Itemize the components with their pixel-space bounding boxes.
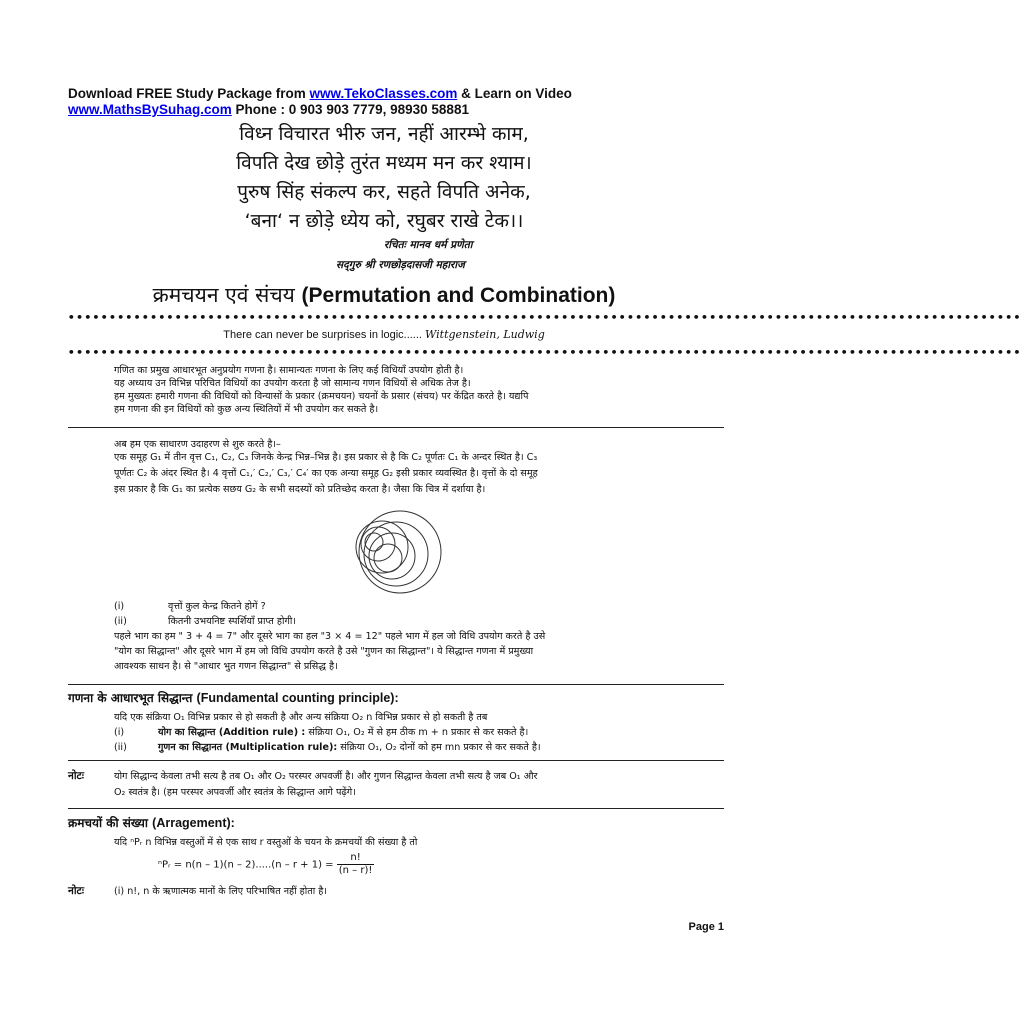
- poem-line: ‘बना‘ न छोड़े ध्येय को, रघुबर राखे टेक।।: [244, 210, 524, 232]
- example-line: एक समूह G₁ में तीन वृत्त C₁, C₂, C₃ जिनके केन्द्र भिन्न–भिन्न है। इस प्रकार से है कि C₂ पूर्णतः C₁ के अन्दर स्थित है। C₃: [114, 452, 538, 463]
- intro-line: हम गणना की इन विधियों को कुछ अन्य स्थितियों में भी उपयोग कर सकते है।: [114, 404, 379, 415]
- question-number: (i): [114, 601, 125, 612]
- heading-english: (Fundamental counting principle):: [196, 691, 399, 705]
- poem-line: विध्न विचारत भीरु जन, नहीं आरम्भे काम,: [239, 123, 529, 145]
- heading-english: (Arragement):: [152, 816, 235, 830]
- circle-outline: [364, 522, 428, 586]
- intro-line: हम मुख्यतः हमारी गणना की विधियों को विन्यासों के प्रकार (क्रमचयन) चयनों के प्रसार (संचय) पर केंद्रित करते है। यद्यपि: [114, 391, 529, 402]
- dotted-divider: ••••••••••••••••••••••••••••••••••••••••••••••••••••••••••••••••••••••••••••••••••••••••••••••••••••••••••••••••••••: [68, 346, 1022, 359]
- poem-line: पुरुष सिंह संकल्प कर, सहते विपति अनेक,: [237, 181, 531, 203]
- heading-hindi: गणना के आधारभूत सिद्धान्त: [68, 691, 193, 705]
- section-rule: [68, 427, 724, 428]
- circles-figure: [340, 509, 460, 595]
- credit-author: रचितः मानव धर्म प्रणेता: [384, 239, 473, 251]
- permutation-formula: [158, 852, 374, 879]
- fundamental-intro: यदि एक संक्रिया O₁ विभिन्न प्रकार से हो सकती है और अन्य संक्रिया O₂ n विभिन्न प्रकार से हो सकती है तब: [114, 712, 488, 723]
- note-line: (i) n!, n के ऋणात्मक मानों के लिए परिभाषित नहीं होता है।: [114, 886, 327, 897]
- arrangement-heading: [68, 815, 235, 831]
- formula-lhs: ⁿPᵣ = n(n – 1)(n – 2).....(n – r + 1) =: [158, 859, 334, 871]
- quote-text: There can never be surprises in logic......: [223, 329, 422, 341]
- intro-line: गणित का प्रमुख आधारभूत अनुप्रयोग गणना है। सामान्यतः गणना के लिए कई विधियाँ उपयोग होती है।: [114, 365, 464, 376]
- rule-number: (i): [114, 727, 125, 738]
- page-number: Page 1: [688, 921, 724, 933]
- chapter-title: [0, 281, 768, 310]
- note-label: नोटः: [68, 770, 84, 782]
- poem-line: विपति देख छोड़े तुरंत मध्यम मन कर श्याम।: [236, 152, 532, 174]
- example-line: पूर्णतः C₂ के अंदर स्थित है। 4 वृत्तों C₁,′ C₂,′ C₃,′ C₄′ का एक अन्या समूह G₂ इसी प्रकार व्यवस्थित है। वृत्तों के दो समूह: [114, 468, 538, 479]
- heading-hindi: क्रमचयों की संख्या: [68, 816, 148, 830]
- intro-line: यह अध्याय उन विभिन्न परिचित विधियों का उपयोग करता है जो सामान्य गणन विधियों से अधिक तेज है।: [114, 378, 471, 389]
- rule-text: संक्रिया O₁, O₂ दोनों को हम mn प्रकार से कर सकते है।: [340, 742, 541, 753]
- header-line-2: [68, 102, 469, 118]
- section-rule: [68, 684, 724, 685]
- fraction-denominator: (n – r)!: [338, 865, 373, 876]
- note-line: O₂ स्वतंत्र है। (हम परस्पर अपवर्जी और स्वतंत्र के सिद्धान्त आगे पढ़ेंगे।: [114, 787, 356, 798]
- multiplication-rule: [158, 741, 541, 754]
- question-text: कितनी उभयनिष्ट स्पर्शियाँ प्राप्त होगी।: [168, 616, 297, 627]
- fundamental-heading: [68, 690, 399, 706]
- rule-name: गुणन का सिद्धानत (Multiplication rule):: [158, 742, 338, 753]
- header-line-1: [68, 86, 572, 102]
- chapter-title-english: (Permutation and Combination): [301, 284, 616, 307]
- credit-guru: सद्‌गुरु श्री रणछोड़दासजी महाराज: [336, 259, 465, 271]
- rule-name: योग का सिद्धान्त (Addition rule) :: [158, 727, 306, 738]
- answer-line: आवश्यक साधन है। से "आधार भुत गणन सिद्धान्त" से प्रसिद्ध है।: [114, 661, 338, 672]
- section-rule: [68, 808, 724, 809]
- section-rule: [68, 760, 724, 761]
- quote: [0, 328, 768, 341]
- addition-rule: [158, 726, 528, 739]
- example-lead: अब हम एक साधारण उदाहरण से शुरु करते है।–: [114, 439, 281, 450]
- question-text: वृत्तों कुल केन्द्र कितने होगें ?: [168, 601, 266, 612]
- header-text: & Learn on Video: [457, 86, 572, 101]
- answer-line: "योग का सिद्धान्त" और दूसरे भाग में हम जो विधि उपयोग करते है उसे "गुणन का सिद्धान्त"। ये सिद्धान्त गणना में प्रमुख्या: [114, 646, 534, 657]
- example-line: इस प्रकार है कि G₁ का प्रत्येक सछय G₂ के सभी सदस्यों को प्रतिच्छेद करता है। जैसा कि चित्र में दर्शाया है।: [114, 484, 486, 495]
- note-label: नोटः: [68, 885, 84, 897]
- question-number: (ii): [114, 616, 127, 627]
- arrangement-intro: यदि ⁿPᵣ n विभिन्न वस्तुओं में से एक साथ r वस्तुओं के चयन के क्रमचयों की संख्या है तो: [114, 837, 418, 848]
- rule-text: संक्रिया O₁, O₂ में से हम ठीक m + n प्रकार से कर सकते है।: [308, 727, 529, 738]
- phone-text: Phone : 0 903 903 7779, 98930 58881: [231, 102, 469, 117]
- dotted-divider: ••••••••••••••••••••••••••••••••••••••••••••••••••••••••••••••••••••••••••••••••••••••••••••••••••••••••••••••••••••: [68, 311, 1022, 324]
- mathsbysuhag-link[interactable]: www.MathsBySuhag.com: [68, 102, 232, 117]
- rule-number: (ii): [114, 742, 127, 753]
- fraction-numerator: n!: [337, 852, 375, 865]
- formula-fraction: [337, 852, 375, 877]
- quote-author: Wittgenstein, Ludwig: [425, 328, 545, 341]
- answer-line: पहले भाग का हम " 3 + 4 = 7" और दूसरे भाग का हल "3 × 4 = 12" पहले भाग में हल जो विधि उपयोग करते है उसे: [114, 631, 546, 642]
- chapter-title-hindi: क्रमचयन एवं संचय: [152, 283, 295, 307]
- tekoclasses-link[interactable]: www.TekoClasses.com: [309, 86, 458, 101]
- note-line: योग सिद्धान्द केवला तभी सत्य है तब O₁ और O₂ परस्पर अपवर्जी है। और गुणन सिद्धान्त केवला तभी सत्य है जब O₁ और: [114, 771, 538, 782]
- header-text: Download FREE Study Package from: [68, 86, 310, 101]
